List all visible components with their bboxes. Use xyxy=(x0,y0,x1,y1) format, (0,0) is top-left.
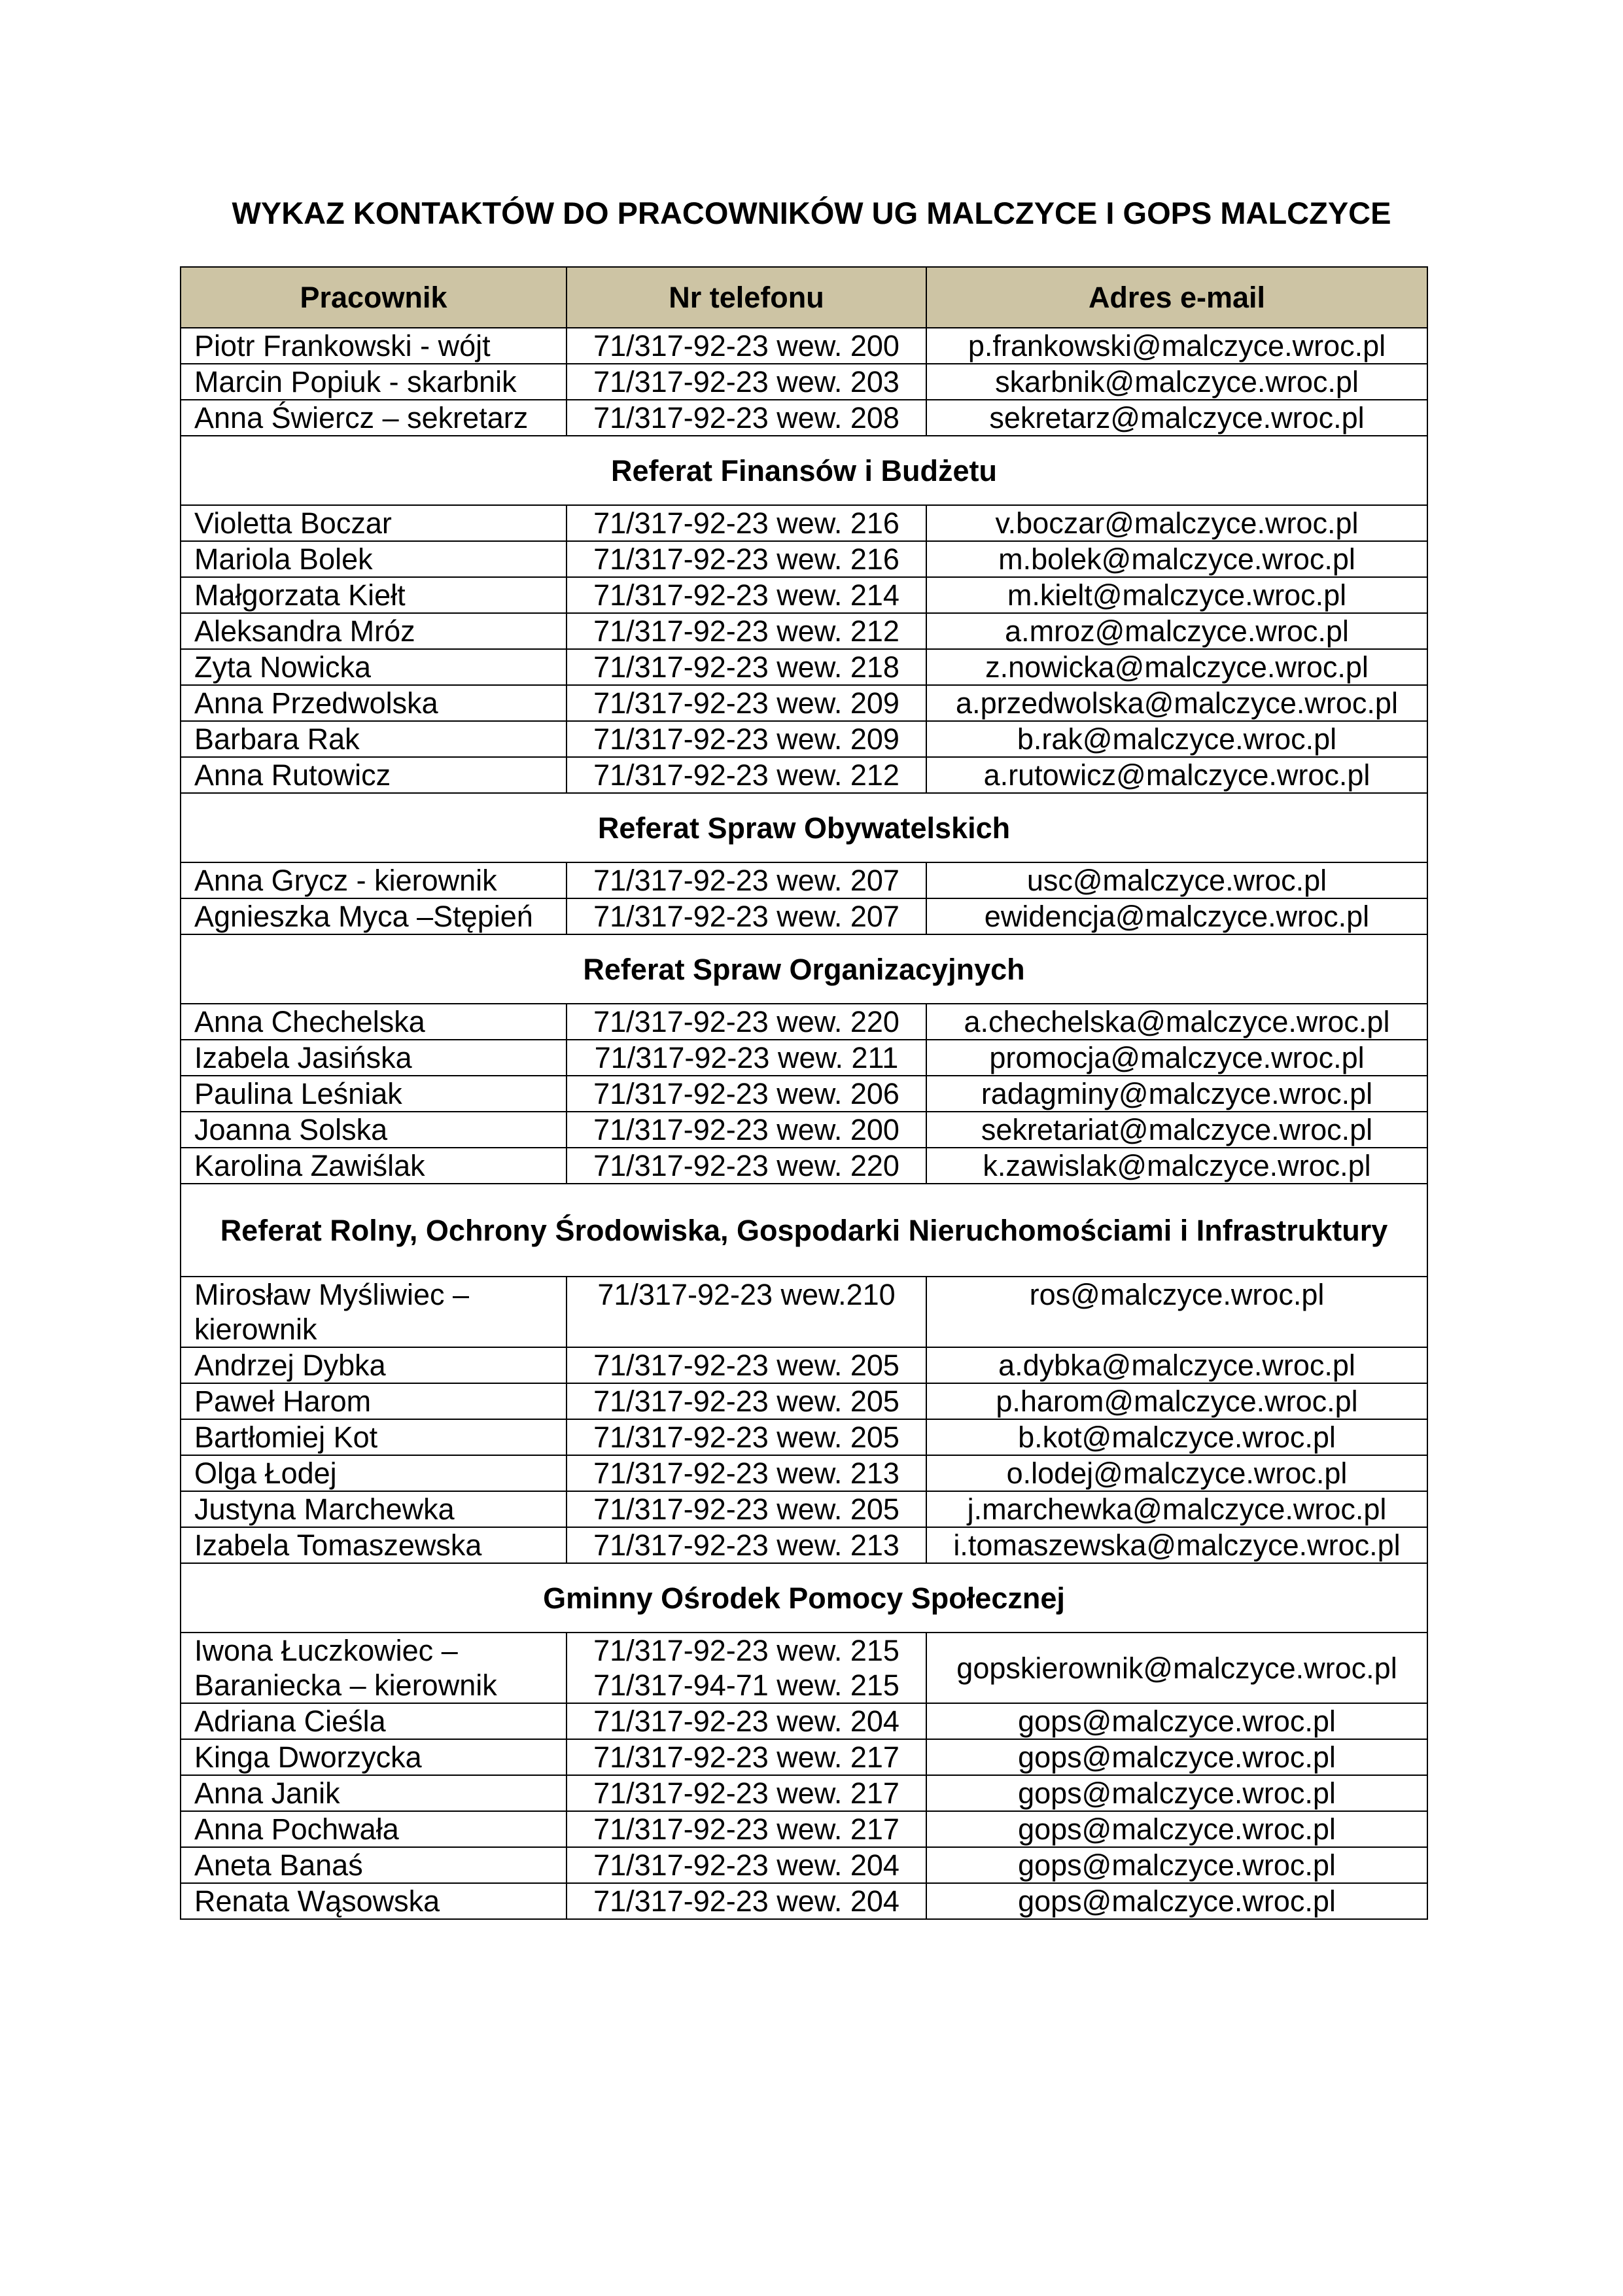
employee-phone: 71/317-92-23 wew. 205 xyxy=(567,1491,926,1527)
employee-phone: 71/317-92-23 wew. 205 xyxy=(567,1347,926,1383)
section-row xyxy=(181,1563,1427,1633)
employee-name-line-1: Mirosław Myśliwiec – xyxy=(194,1278,470,1311)
employee-name xyxy=(181,1633,567,1703)
employee-name: Aneta Banaś xyxy=(181,1847,567,1883)
employee-email[interactable]: v.boczar@malczyce.wroc.pl xyxy=(926,505,1427,541)
section-title: Referat Finansów i Budżetu xyxy=(181,436,1427,505)
table-row xyxy=(181,1040,1427,1076)
section-row xyxy=(181,1184,1427,1277)
table-row xyxy=(181,1148,1427,1184)
employee-phone: 71/317-92-23 wew. 216 xyxy=(567,541,926,577)
employee-email[interactable]: b.rak@malczyce.wroc.pl xyxy=(926,721,1427,757)
table-row xyxy=(181,898,1427,934)
table-row xyxy=(181,1811,1427,1847)
table-row xyxy=(181,1004,1427,1040)
employee-name: Kinga Dworzycka xyxy=(181,1739,567,1775)
table-row xyxy=(181,1775,1427,1811)
employee-email[interactable]: gopskierownik@malczyce.wroc.pl xyxy=(926,1633,1427,1703)
employee-email[interactable]: promocja@malczyce.wroc.pl xyxy=(926,1040,1427,1076)
employee-email[interactable]: gops@malczyce.wroc.pl xyxy=(926,1811,1427,1847)
employee-name: Renata Wąsowska xyxy=(181,1883,567,1919)
employee-email[interactable]: gops@malczyce.wroc.pl xyxy=(926,1883,1427,1919)
table-row xyxy=(181,649,1427,685)
employee-name: Mariola Bolek xyxy=(181,541,567,577)
employee-email[interactable]: m.bolek@malczyce.wroc.pl xyxy=(926,541,1427,577)
employee-name: Justyna Marchewka xyxy=(181,1491,567,1527)
table-row xyxy=(181,1112,1427,1148)
employee-phone: 71/317-92-23 wew. 209 xyxy=(567,685,926,721)
employee-phone: 71/317-92-23 wew. 212 xyxy=(567,757,926,793)
table-row xyxy=(181,1277,1427,1347)
section-title: Referat Rolny, Ochrony Środowiska, Gospodarki Nieruchomościami i Infrastruktury xyxy=(181,1184,1427,1277)
employee-phone: 71/317-92-23 wew. 217 xyxy=(567,1811,926,1847)
section-title: Gminny Ośrodek Pomocy Społecznej xyxy=(181,1563,1427,1633)
employee-phone-line-2: 71/317-94-71 wew. 215 xyxy=(593,1669,899,1702)
employee-name: Małgorzata Kiełt xyxy=(181,577,567,613)
employee-email[interactable]: ewidencja@malczyce.wroc.pl xyxy=(926,898,1427,934)
employee-name: Aleksandra Mróz xyxy=(181,613,567,649)
employee-phone: 71/317-92-23 wew. 207 xyxy=(567,862,926,898)
employee-email[interactable]: a.rutowicz@malczyce.wroc.pl xyxy=(926,757,1427,793)
employee-email[interactable]: k.zawislak@malczyce.wroc.pl xyxy=(926,1148,1427,1184)
table-row xyxy=(181,1076,1427,1112)
employee-email[interactable]: p.harom@malczyce.wroc.pl xyxy=(926,1383,1427,1419)
employee-name: Paweł Harom xyxy=(181,1383,567,1419)
employee-email[interactable]: j.marchewka@malczyce.wroc.pl xyxy=(926,1491,1427,1527)
employee-name: Piotr Frankowski - wójt xyxy=(181,328,567,364)
employee-phone: 71/317-92-23 wew. 204 xyxy=(567,1703,926,1739)
employee-name-line-1: Iwona Łuczkowiec – xyxy=(194,1634,458,1667)
employee-name: Barbara Rak xyxy=(181,721,567,757)
employee-name: Anna Grycz - kierownik xyxy=(181,862,567,898)
employee-phone: 71/317-92-23 wew. 217 xyxy=(567,1739,926,1775)
employee-email[interactable]: gops@malczyce.wroc.pl xyxy=(926,1703,1427,1739)
employee-name: Andrzej Dybka xyxy=(181,1347,567,1383)
table-row xyxy=(181,328,1427,364)
employee-email[interactable]: gops@malczyce.wroc.pl xyxy=(926,1775,1427,1811)
employee-email[interactable]: p.frankowski@malczyce.wroc.pl xyxy=(926,328,1427,364)
employee-email[interactable]: m.kielt@malczyce.wroc.pl xyxy=(926,577,1427,613)
table-row xyxy=(181,1491,1427,1527)
employee-phone: 71/317-92-23 wew. 211 xyxy=(567,1040,926,1076)
employee-phone: 71/317-92-23 wew. 208 xyxy=(567,400,926,436)
employee-name: Adriana Cieśla xyxy=(181,1703,567,1739)
table-row xyxy=(181,1383,1427,1419)
employee-name: Anna Chechelska xyxy=(181,1004,567,1040)
employee-phone: 71/317-92-23 wew. 200 xyxy=(567,1112,926,1148)
section-title: Referat Spraw Organizacyjnych xyxy=(181,934,1427,1004)
employee-phone: 71/317-92-23 wew. 220 xyxy=(567,1148,926,1184)
table-row xyxy=(181,577,1427,613)
employee-phone: 71/317-92-23 wew. 218 xyxy=(567,649,926,685)
employee-phone: 71/317-92-23 wew. 203 xyxy=(567,364,926,400)
section-title: Referat Spraw Obywatelskich xyxy=(181,793,1427,862)
table-row xyxy=(181,862,1427,898)
employee-phone: 71/317-92-23 wew. 213 xyxy=(567,1455,926,1491)
employee-phone xyxy=(567,1633,926,1703)
table-row xyxy=(181,1739,1427,1775)
column-header-phone: Nr telefonu xyxy=(567,267,926,328)
employee-email[interactable]: a.mroz@malczyce.wroc.pl xyxy=(926,613,1427,649)
employee-email[interactable]: a.dybka@malczyce.wroc.pl xyxy=(926,1347,1427,1383)
table-row xyxy=(181,1633,1427,1703)
table-row xyxy=(181,1847,1427,1883)
employee-phone: 71/317-92-23 wew. 220 xyxy=(567,1004,926,1040)
employee-email[interactable]: b.kot@malczyce.wroc.pl xyxy=(926,1419,1427,1455)
section-row xyxy=(181,793,1427,862)
employee-name-line-2: Baraniecka – kierownik xyxy=(194,1669,497,1702)
employee-name: Anna Pochwała xyxy=(181,1811,567,1847)
employee-email[interactable]: skarbnik@malczyce.wroc.pl xyxy=(926,364,1427,400)
table-row xyxy=(181,1347,1427,1383)
employee-email[interactable]: i.tomaszewska@malczyce.wroc.pl xyxy=(926,1527,1427,1563)
table-row xyxy=(181,1527,1427,1563)
table-row xyxy=(181,541,1427,577)
employee-phone: 71/317-92-23 wew. 217 xyxy=(567,1775,926,1811)
employee-phone: 71/317-92-23 wew. 204 xyxy=(567,1847,926,1883)
employee-email[interactable]: o.lodej@malczyce.wroc.pl xyxy=(926,1455,1427,1491)
employee-name: Marcin Popiuk - skarbnik xyxy=(181,364,567,400)
employee-phone: 71/317-92-23 wew. 214 xyxy=(567,577,926,613)
employee-email[interactable]: gops@malczyce.wroc.pl xyxy=(926,1739,1427,1775)
employee-phone: 71/317-92-23 wew. 207 xyxy=(567,898,926,934)
employee-email[interactable]: a.chechelska@malczyce.wroc.pl xyxy=(926,1004,1427,1040)
employee-phone-line-1: 71/317-92-23 wew. 215 xyxy=(593,1634,899,1667)
employee-name: Olga Łodej xyxy=(181,1455,567,1491)
employee-phone: 71/317-92-23 wew. 204 xyxy=(567,1883,926,1919)
employee-name: Izabela Jasińska xyxy=(181,1040,567,1076)
employee-phone: 71/317-92-23 wew. 209 xyxy=(567,721,926,757)
employee-phone: 71/317-92-23 wew. 213 xyxy=(567,1527,926,1563)
employee-phone: 71/317-92-23 wew.210 xyxy=(567,1277,926,1347)
employee-email[interactable]: usc@malczyce.wroc.pl xyxy=(926,862,1427,898)
employee-name: Bartłomiej Kot xyxy=(181,1419,567,1455)
section-row xyxy=(181,436,1427,505)
employee-phone: 71/317-92-23 wew. 206 xyxy=(567,1076,926,1112)
column-header-employee: Pracownik xyxy=(181,267,567,328)
employee-email[interactable]: sekretarz@malczyce.wroc.pl xyxy=(926,400,1427,436)
employee-phone: 71/317-92-23 wew. 216 xyxy=(567,505,926,541)
table-row xyxy=(181,1455,1427,1491)
employee-name: Karolina Zawiślak xyxy=(181,1148,567,1184)
employee-email[interactable]: ros@malczyce.wroc.pl xyxy=(926,1277,1427,1347)
table-row xyxy=(181,364,1427,400)
page-title: WYKAZ KONTAKTÓW DO PRACOWNIKÓW UG MALCZYCE I GOPS MALCZYCE xyxy=(232,196,1391,230)
contacts-table xyxy=(180,266,1428,1920)
employee-name: Anna Przedwolska xyxy=(181,685,567,721)
table-row xyxy=(181,757,1427,793)
column-header-email: Adres e-mail xyxy=(926,267,1427,328)
table-row xyxy=(181,1703,1427,1739)
table-header-row xyxy=(181,267,1427,328)
employee-name: Zyta Nowicka xyxy=(181,649,567,685)
employee-email[interactable]: radagminy@malczyce.wroc.pl xyxy=(926,1076,1427,1112)
employee-phone: 71/317-92-23 wew. 212 xyxy=(567,613,926,649)
table-row xyxy=(181,613,1427,649)
employee-name: Izabela Tomaszewska xyxy=(181,1527,567,1563)
employee-email[interactable]: gops@malczyce.wroc.pl xyxy=(926,1847,1427,1883)
employee-name-line-2: kierownik xyxy=(194,1313,317,1346)
employee-name: Violetta Boczar xyxy=(181,505,567,541)
employee-name: Joanna Solska xyxy=(181,1112,567,1148)
table-row xyxy=(181,1419,1427,1455)
employee-name: Paulina Leśniak xyxy=(181,1076,567,1112)
employee-name: Anna Rutowicz xyxy=(181,757,567,793)
employee-name: Agnieszka Myca –Stępień xyxy=(181,898,567,934)
employee-phone: 71/317-92-23 wew. 205 xyxy=(567,1419,926,1455)
table-row xyxy=(181,685,1427,721)
table-row xyxy=(181,400,1427,436)
table-row xyxy=(181,505,1427,541)
employee-name: Anna Janik xyxy=(181,1775,567,1811)
employee-email[interactable]: z.nowicka@malczyce.wroc.pl xyxy=(926,649,1427,685)
table-row xyxy=(181,1883,1427,1919)
table-row xyxy=(181,721,1427,757)
employee-name xyxy=(181,1277,567,1347)
section-row xyxy=(181,934,1427,1004)
employee-phone: 71/317-92-23 wew. 205 xyxy=(567,1383,926,1419)
employee-phone: 71/317-92-23 wew. 200 xyxy=(567,328,926,364)
employee-name: Anna Świercz – sekretarz xyxy=(181,400,567,436)
employee-email[interactable]: sekretariat@malczyce.wroc.pl xyxy=(926,1112,1427,1148)
employee-email[interactable]: a.przedwolska@malczyce.wroc.pl xyxy=(926,685,1427,721)
